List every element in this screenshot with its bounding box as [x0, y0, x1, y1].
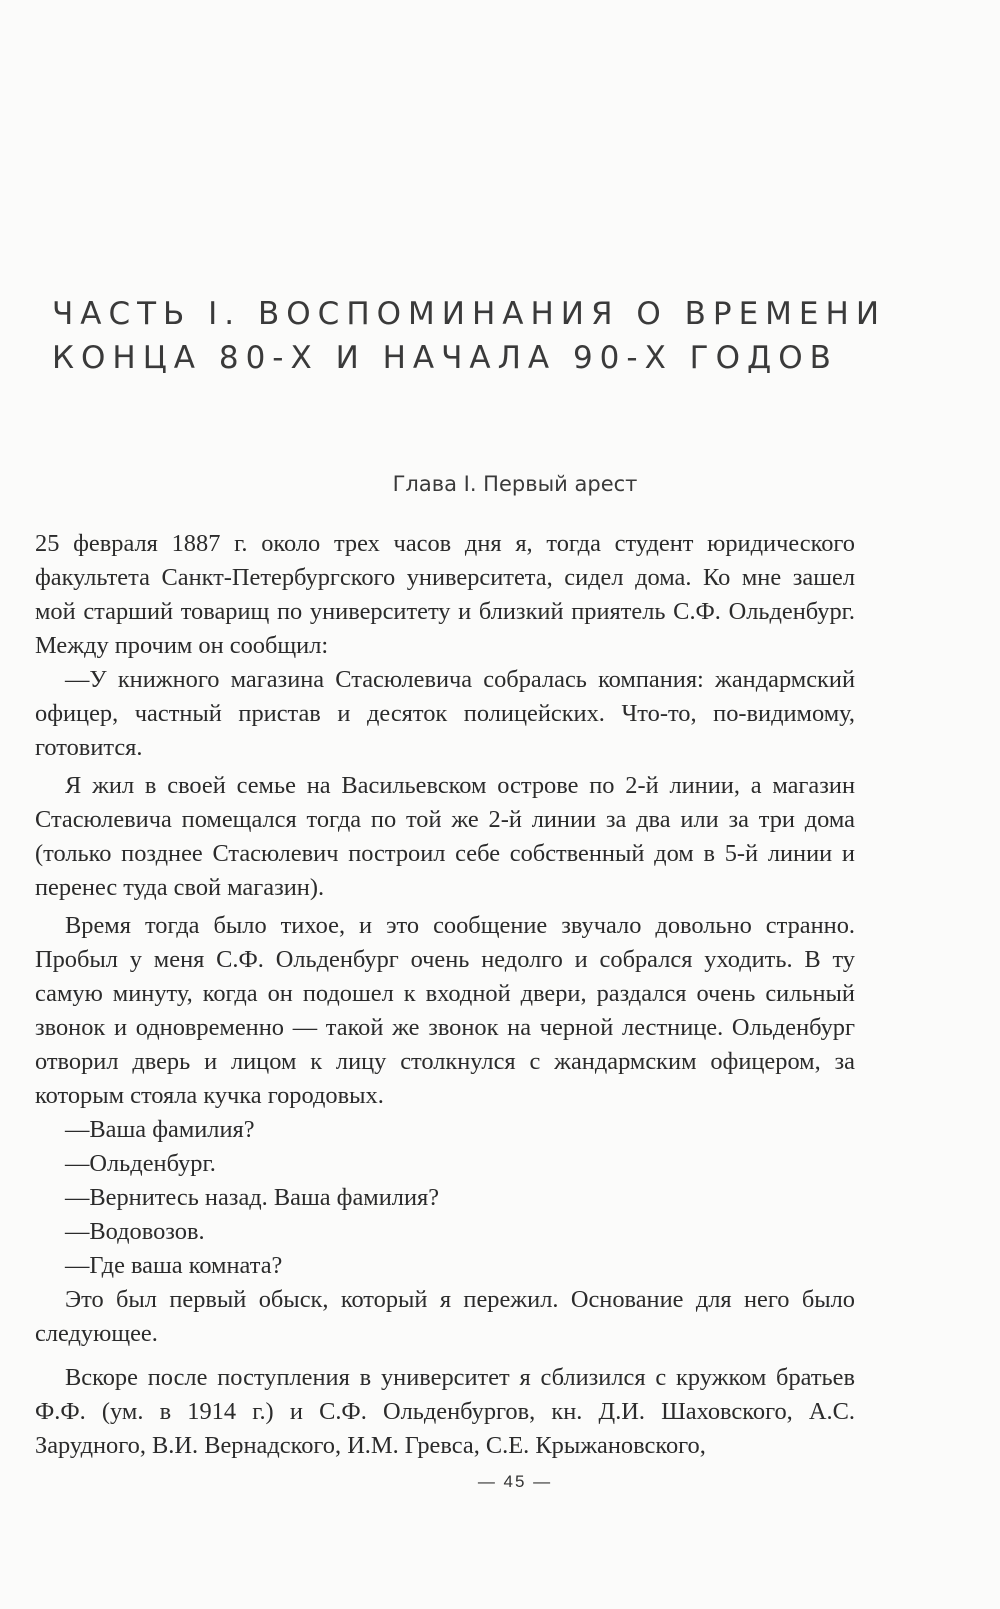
- part-title-line-1: ЧАСТЬ I. ВОСПОМИНАНИЯ О ВРЕМЕНИ: [52, 296, 887, 332]
- paragraph: Время тогда было тихое, и это сообщение звучало довольно странно. Пробыл у меня С.Ф. Ольденбург очень недолго и собрался уходить. В ту самую минуту, когда он подошел к входной двери, раздался очень сильный звонок и одновременно — такой же звонок на черной лестнице. Ольденбург отворил дверь и лицом к лицу столкнулся с жандармским офицером, за которым стояла кучка городовых.: [35, 912, 855, 1109]
- part-title: [52, 292, 952, 380]
- dialogue-line: —Водовозов.: [65, 1218, 205, 1245]
- dialogue-line: —Ваша фамилия?: [65, 1116, 255, 1143]
- body-text: [35, 527, 855, 1463]
- paragraph: —У книжного магазина Стасюлевича собралась компания: жандармский офицер, частный пристав и десяток полицейских. Что-то, по-видимому, готовится.: [35, 666, 855, 761]
- dialogue-line: —Ольденбург.: [65, 1150, 216, 1177]
- dialogue-line: —Где ваша комната?: [65, 1252, 283, 1279]
- paragraph: Я жил в своей семье на Васильевском острове по 2-й линии, а магазин Стасюлевича помещался тогда по той же 2-й линии за два или за три дома (только позднее Стасюлевич построил себе собственный дом в 5-й линии и перенес туда свой магазин).: [35, 772, 855, 901]
- chapter-title: Глава I. Первый арест: [392, 472, 638, 496]
- dialogue-line: —Вернитесь назад. Ваша фамилия?: [65, 1184, 440, 1211]
- part-title-line-2: КОНЦА 80-Х И НАЧАЛА 90-Х ГОДОВ: [52, 340, 838, 376]
- paragraph: 25 февраля 1887 г. около трех часов дня я, тогда студент юридического факультета Санкт-Петербургского университета, сидел дома. Ко мне зашел мой старший товарищ по университету и близкий приятель С.Ф. Ольденбург. Между прочим он сообщил:: [35, 530, 855, 659]
- paragraph: Вскоре после поступления в университет я сблизился с кружком братьев Ф.Ф. (ум. в 1914 г.) и С.Ф. Ольденбургов, кн. Д.И. Шаховского, А.С. Зарудного, В.И. Вернадского, И.М. Гревса, С.Е. Крыжановского,: [35, 1364, 855, 1459]
- paragraph: Это был первый обыск, который я пережил. Основание для него было следующее.: [35, 1286, 855, 1347]
- page-number: — 45 —: [477, 1472, 553, 1491]
